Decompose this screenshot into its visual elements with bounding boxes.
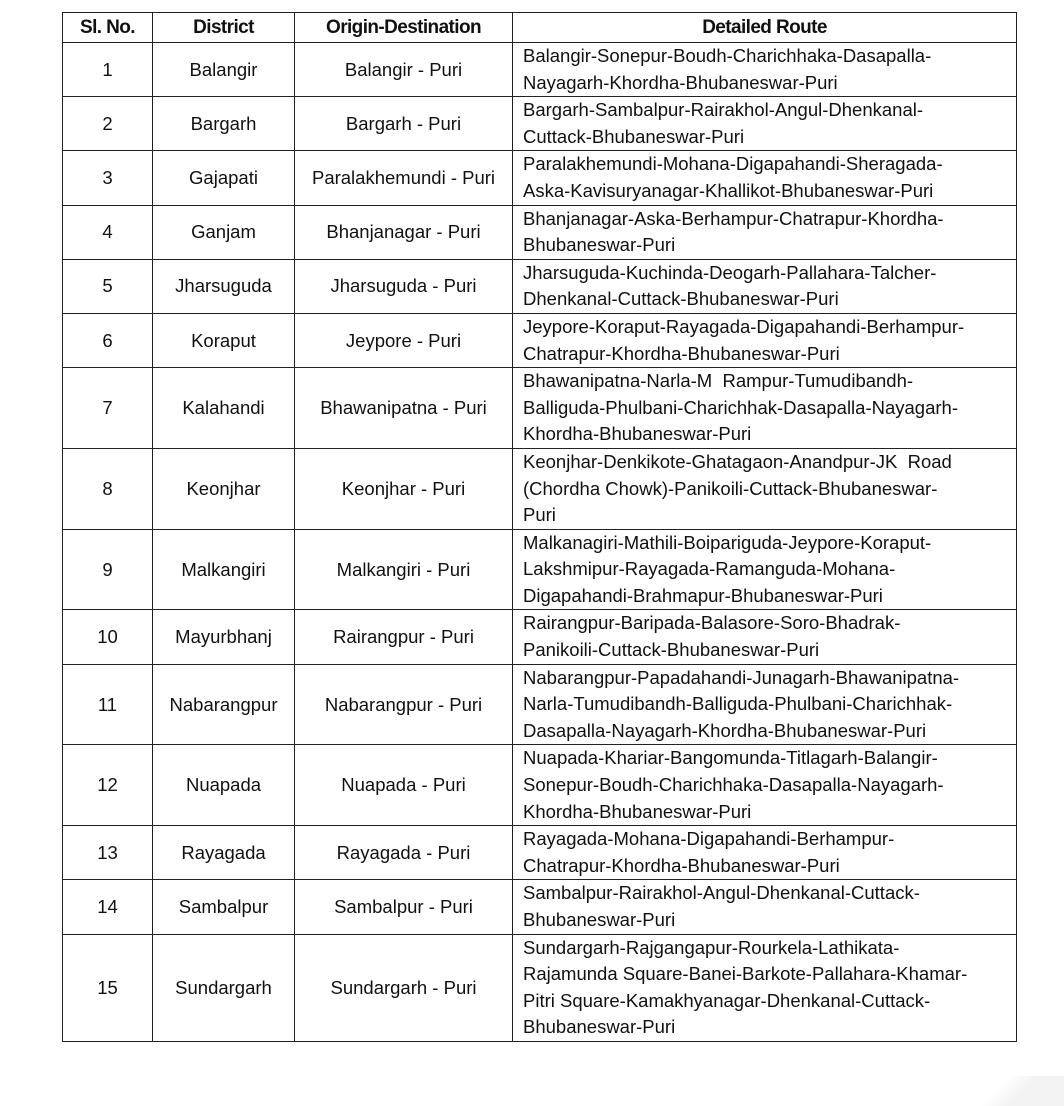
- route-line: Jharsuguda-Kuchinda-Deogarh-Pallahara-Talcher-: [523, 261, 937, 283]
- detailed-route-cell: [513, 880, 1017, 934]
- district-cell: Rayagada: [153, 826, 295, 880]
- route-line: Cuttack-Bhubaneswar-Puri: [523, 125, 745, 147]
- header-detailed-route: Detailed Route: [513, 13, 1017, 43]
- detailed-route-cell: [513, 205, 1017, 259]
- origin-destination-cell: Jeypore - Puri: [295, 313, 513, 367]
- route-line: Sambalpur-Rairakhol-Angul-Dhenkanal-Cuttack-: [523, 882, 920, 904]
- table-row: [63, 610, 1017, 664]
- detailed-route-cell: [513, 313, 1017, 367]
- district-cell: Gajapati: [153, 151, 295, 205]
- sl-no-cell: 8: [63, 448, 153, 529]
- detailed-route-cell: [513, 826, 1017, 880]
- header-origin-destination: Origin-Destination: [295, 13, 513, 43]
- route-line: Panikoili-Cuttack-Bhubaneswar-Puri: [523, 639, 820, 661]
- district-cell: Jharsuguda: [153, 259, 295, 313]
- route-line: Lakshmipur-Rayagada-Ramanguda-Mohana-: [523, 558, 896, 580]
- route-line: Chatrapur-Khordha-Bhubaneswar-Puri: [523, 342, 840, 364]
- table-row: [63, 664, 1017, 745]
- route-line: Sonepur-Boudh-Charichhaka-Dasapalla-Nayagarh-: [523, 774, 944, 796]
- district-cell: Malkangiri: [153, 529, 295, 610]
- route-line: Keonjhar-Denkikote-Ghatagaon-Anandpur-JK Road: [523, 450, 952, 472]
- sl-no-cell: 5: [63, 259, 153, 313]
- district-cell: Nuapada: [153, 745, 295, 826]
- district-cell: Keonjhar: [153, 448, 295, 529]
- detailed-route-cell: [513, 610, 1017, 664]
- table-row: [63, 448, 1017, 529]
- origin-destination-cell: Bargarh - Puri: [295, 97, 513, 151]
- detailed-route-cell: [513, 151, 1017, 205]
- origin-destination-cell: Paralakhemundi - Puri: [295, 151, 513, 205]
- table-row: [63, 826, 1017, 880]
- origin-destination-cell: Bhanjanagar - Puri: [295, 205, 513, 259]
- detailed-route-cell: [513, 97, 1017, 151]
- origin-destination-cell: Sundargarh - Puri: [295, 934, 513, 1041]
- route-line: Dasapalla-Nayagarh-Khordha-Bhubaneswar-Puri: [523, 719, 927, 741]
- district-cell: Koraput: [153, 313, 295, 367]
- route-line: Puri: [523, 504, 556, 526]
- origin-destination-cell: Nuapada - Puri: [295, 745, 513, 826]
- table-row: [63, 205, 1017, 259]
- route-line: Chatrapur-Khordha-Bhubaneswar-Puri: [523, 854, 840, 876]
- table-row: [63, 259, 1017, 313]
- sl-no-cell: 12: [63, 745, 153, 826]
- route-line: Khordha-Bhubaneswar-Puri: [523, 423, 752, 445]
- sl-no-cell: 10: [63, 610, 153, 664]
- district-cell: Nabarangpur: [153, 664, 295, 745]
- route-line: Bargarh-Sambalpur-Rairakhol-Angul-Dhenkanal-: [523, 99, 923, 121]
- detailed-route-cell: [513, 368, 1017, 449]
- route-line: Nabarangpur-Papadahandi-Junagarh-Bhawanipatna-: [523, 666, 960, 688]
- detailed-route-cell: [513, 529, 1017, 610]
- route-line: Sundargarh-Rajgangapur-Rourkela-Lathikata-: [523, 936, 900, 958]
- origin-destination-cell: Keonjhar - Puri: [295, 448, 513, 529]
- route-line: Pitri Square-Kamakhyanagar-Dhenkanal-Cuttack-: [523, 989, 931, 1011]
- sl-no-cell: 13: [63, 826, 153, 880]
- table-row: [63, 97, 1017, 151]
- detailed-route-cell: [513, 934, 1017, 1041]
- district-cell: Balangir: [153, 43, 295, 97]
- route-line: Dhenkanal-Cuttack-Bhubaneswar-Puri: [523, 288, 839, 310]
- table-row: [63, 151, 1017, 205]
- route-table: [62, 12, 1017, 1042]
- sl-no-cell: 9: [63, 529, 153, 610]
- origin-destination-cell: Malkangiri - Puri: [295, 529, 513, 610]
- route-line: Bhubaneswar-Puri: [523, 1016, 676, 1038]
- detailed-route-cell: [513, 43, 1017, 97]
- sl-no-cell: 15: [63, 934, 153, 1041]
- table-row: [63, 934, 1017, 1041]
- route-line: Digapahandi-Brahmapur-Bhubaneswar-Puri: [523, 584, 883, 606]
- detailed-route-cell: [513, 448, 1017, 529]
- origin-destination-cell: Jharsuguda - Puri: [295, 259, 513, 313]
- table-row: [63, 745, 1017, 826]
- route-line: Balangir-Sonepur-Boudh-Charichhaka-Dasapalla-: [523, 45, 932, 66]
- district-cell: Sundargarh: [153, 934, 295, 1041]
- sl-no-cell: 6: [63, 313, 153, 367]
- district-cell: Mayurbhanj: [153, 610, 295, 664]
- route-line: Malkanagiri-Mathili-Boipariguda-Jeypore-Koraput-: [523, 531, 932, 553]
- route-line: Rajamunda Square-Banei-Barkote-Pallahara-Khamar-: [523, 963, 968, 985]
- sl-no-cell: 1: [63, 43, 153, 97]
- origin-destination-cell: Rayagada - Puri: [295, 826, 513, 880]
- sl-no-cell: 7: [63, 368, 153, 449]
- district-cell: Sambalpur: [153, 880, 295, 934]
- sl-no-cell: 3: [63, 151, 153, 205]
- detailed-route-cell: [513, 664, 1017, 745]
- header-district: District: [153, 13, 295, 43]
- table-body: [63, 43, 1017, 1042]
- route-line: Jeypore-Koraput-Rayagada-Digapahandi-Berhampur-: [523, 315, 965, 337]
- detailed-route-cell: [513, 259, 1017, 313]
- district-cell: Bargarh: [153, 97, 295, 151]
- district-cell: Kalahandi: [153, 368, 295, 449]
- route-line: Balliguda-Phulbani-Charichhak-Dasapalla-Nayagarh-: [523, 396, 958, 418]
- route-line: Bhanjanagar-Aska-Berhampur-Chatrapur-Khordha-: [523, 207, 944, 229]
- district-cell: Ganjam: [153, 205, 295, 259]
- table-row: [63, 368, 1017, 449]
- sl-no-cell: 14: [63, 880, 153, 934]
- origin-destination-cell: Rairangpur - Puri: [295, 610, 513, 664]
- table-row: [63, 529, 1017, 610]
- route-line: Bhawanipatna-Narla-M Rampur-Tumudibandh-: [523, 370, 914, 392]
- route-line: Paralakhemundi-Mohana-Digapahandi-Sheragada-: [523, 153, 943, 175]
- sl-no-cell: 2: [63, 97, 153, 151]
- origin-destination-cell: Sambalpur - Puri: [295, 880, 513, 934]
- route-line: Khordha-Bhubaneswar-Puri: [523, 800, 752, 822]
- table-row: [63, 43, 1017, 97]
- route-line: Rairangpur-Baripada-Balasore-Soro-Bhadrak-: [523, 612, 901, 634]
- table-row: [63, 880, 1017, 934]
- route-line: Aska-Kavisuryanagar-Khallikot-Bhubaneswar-Puri: [523, 179, 934, 201]
- route-line: Bhubaneswar-Puri: [523, 909, 676, 930]
- header-row: [63, 13, 1017, 43]
- origin-destination-cell: Nabarangpur - Puri: [295, 664, 513, 745]
- page-corner-shadow: [954, 1076, 1064, 1106]
- origin-destination-cell: Balangir - Puri: [295, 43, 513, 97]
- route-line: Nayagarh-Khordha-Bhubaneswar-Puri: [523, 71, 838, 93]
- detailed-route-cell: [513, 745, 1017, 826]
- origin-destination-cell: Bhawanipatna - Puri: [295, 368, 513, 449]
- header-sl-no: Sl. No.: [63, 13, 153, 43]
- route-line: (Chordha Chowk)-Panikoili-Cuttack-Bhubaneswar-: [523, 477, 938, 499]
- sl-no-cell: 4: [63, 205, 153, 259]
- route-line: Rayagada-Mohana-Digapahandi-Berhampur-: [523, 828, 895, 850]
- route-line: Bhubaneswar-Puri: [523, 234, 676, 256]
- table-row: [63, 313, 1017, 367]
- sl-no-cell: 11: [63, 664, 153, 745]
- route-line: Nuapada-Khariar-Bangomunda-Titlagarh-Balangir-: [523, 747, 938, 769]
- route-line: Narla-Tumudibandh-Balliguda-Phulbani-Charichhak-: [523, 693, 953, 715]
